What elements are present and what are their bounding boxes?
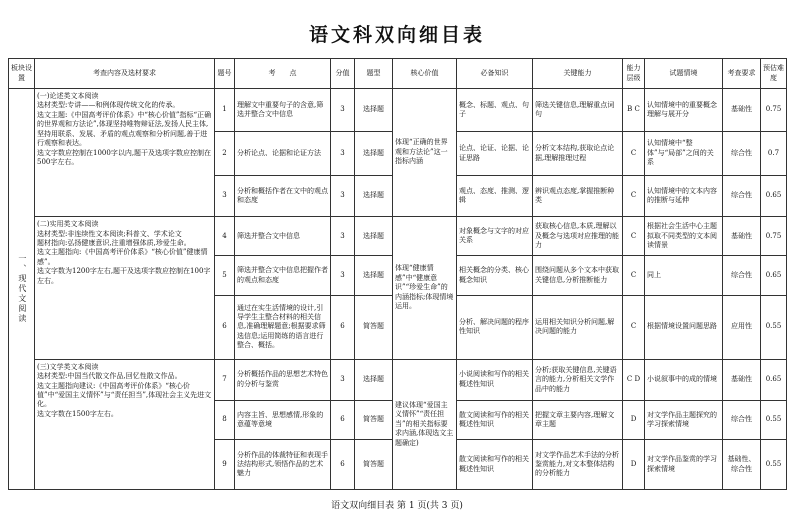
knowledge: 分析、解决问题的程序性知识 — [457, 295, 533, 359]
page-footer: 语文双向细目表 第 1 页(共 3 页) — [331, 501, 463, 511]
question-number: 5 — [215, 256, 235, 295]
level: D — [623, 440, 645, 490]
exam-requirement: 综合性 — [723, 132, 761, 175]
exam-point: 理解文中重要句子的含意,筛选并整合文中信息 — [235, 89, 331, 132]
header-knowledge: 必备知识 — [457, 59, 533, 89]
exam-point: 分析作品的体裁特征和表现手法结构形式,领悟作品的艺术魅力 — [235, 440, 331, 490]
req-line: 选文字数应控制在1000字以内,题干及选项字数应控制在500字左右。 — [37, 148, 212, 167]
situation: 小说叙事中的成的情境 — [645, 359, 723, 400]
ability: 把握文章主要内容,理解文章主题 — [533, 401, 623, 440]
score: 3 — [331, 175, 355, 216]
score: 6 — [331, 440, 355, 490]
req-line: 选文字数为1200字左右,题干及选项字数应控制在100字左右。 — [37, 267, 211, 285]
exam-point: 内容主旨、思想感情,形象的意蕴等意境 — [235, 401, 331, 440]
level: C — [623, 217, 645, 256]
knowledge: 论点、论证、论据、论证思路 — [457, 132, 533, 175]
level: C D — [623, 359, 645, 400]
req-line: 选文主题指向:《中国高考评价体系》“核心价值”健康情感”。 — [37, 248, 208, 266]
header-exam-req: 考查要求 — [723, 59, 761, 89]
page-title: 语文科双向细目表 — [308, 24, 485, 46]
exam-requirement: 综合性 — [723, 401, 761, 440]
header-difficulty: 预估难度 — [761, 59, 787, 89]
req-line: (二)实用类文本阅读 — [37, 220, 99, 229]
situation: 根据情境设置问题思路 — [645, 295, 723, 359]
exam-point: 筛选并整合文中信息 — [235, 217, 331, 256]
knowledge: 对象概念与文字的对应关系 — [457, 217, 533, 256]
difficulty: 0.55 — [761, 401, 787, 440]
level: C — [623, 132, 645, 175]
difficulty: 0.55 — [761, 295, 787, 359]
exam-requirement: 基础性 — [723, 217, 761, 256]
question-number: 6 — [215, 295, 235, 359]
situation: 对文学作品主题探究的学习探索情境 — [645, 401, 723, 440]
question-number: 1 — [215, 89, 235, 132]
req-line: 选材类型:专讲——和例体现传统文化的传承。 — [37, 101, 180, 110]
exam-requirement: 基础性 — [723, 89, 761, 132]
question-type: 简答题 — [355, 401, 393, 440]
question-number: 3 — [215, 175, 235, 216]
knowledge: 散文阅读和写作的相关概述性知识 — [457, 440, 533, 490]
question-type: 选择题 — [355, 132, 393, 175]
score: 3 — [331, 132, 355, 175]
question-type: 选择题 — [355, 217, 393, 256]
ability: 筛选关键信息,理解重点词句 — [533, 89, 623, 132]
req-line: 选文主题:《中国高考评价体系》中“核心价值”指标“正确的世界观和方法论”,体现坚持唯物辩证法,发扬人民主体,坚持用联系、发展、矛盾的观点观察和分析问题,善于进行观察和表达。 — [37, 110, 212, 148]
exam-requirement: 基础性、综合性 — [723, 440, 761, 490]
knowledge: 相关概念的分类、核心概念知识 — [457, 256, 533, 295]
exam-point: 分析论点、论据和论证方法 — [235, 132, 331, 175]
score: 6 — [331, 295, 355, 359]
difficulty: 0.75 — [761, 89, 787, 132]
exam-requirement: 综合性 — [723, 256, 761, 295]
score: 3 — [331, 359, 355, 400]
question-type: 选择题 — [355, 175, 393, 216]
section-label: 一、现代文阅读 — [17, 254, 27, 324]
score: 6 — [331, 401, 355, 440]
table-row — [9, 217, 787, 256]
requirements-cell — [35, 89, 215, 217]
question-type: 选择题 — [355, 359, 393, 400]
header-requirements: 考查内容及选材要求 — [35, 59, 215, 89]
situation: 对文学作品鉴赏的学习探索情境 — [645, 440, 723, 490]
exam-point: 通过在实生活情境的设计,引导学生主整合材料的相关信息,准确理解题意;根据要求筛选信息;运用简练的语言进行整合、概括。 — [235, 295, 331, 359]
header-score: 分值 — [331, 59, 355, 89]
req-line: 选材类型:中国当代散文作品,回忆性散文作品。 — [37, 372, 182, 381]
core-value: 体现“健康情感”中“健康意识”“珍爱生命”的内涵指标;体现情境运用。 — [393, 217, 457, 360]
level: C — [623, 295, 645, 359]
ability: 运用相关知识分析问题,解决问题的能力 — [533, 295, 623, 359]
ability: 获取核心信息,本质,理解以及概念与选项对应推理的能力 — [533, 217, 623, 256]
core-value: 建议体现“爱国主义情怀”“责任担当”的相关指标要求内涵,体现选文主题确定) — [393, 359, 457, 489]
knowledge: 小说阅读和写作的相关概述性知识 — [457, 359, 533, 400]
level: B C — [623, 89, 645, 132]
difficulty: 0.65 — [761, 175, 787, 216]
question-type: 选择题 — [355, 89, 393, 132]
spec-table — [8, 58, 787, 490]
ability: 分析文本结构,获取论点论据,理解推理过程 — [533, 132, 623, 175]
question-number: 2 — [215, 132, 235, 175]
table-row — [9, 359, 787, 400]
question-number: 9 — [215, 440, 235, 490]
req-line: 选文主题指向建议:《中国高考评价体系》“核心价值”中“爱国主义情怀”与“责任担当”,体现社会主义先进文化。 — [37, 381, 212, 409]
score: 3 — [331, 217, 355, 256]
knowledge: 散文阅读和写作的相关概述性知识 — [457, 401, 533, 440]
difficulty: 0.65 — [761, 256, 787, 295]
header-module: 板块设置 — [9, 59, 35, 89]
header-level: 能力层级 — [623, 59, 645, 89]
level: D — [623, 401, 645, 440]
question-number: 7 — [215, 359, 235, 400]
requirements-cell — [35, 359, 215, 489]
difficulty: 0.65 — [761, 359, 787, 400]
req-line: 选材类型:非连续性文本阅读;科普文、学术论文 — [37, 229, 182, 238]
situation: 根据社会生活中心主题拟取不同类型的文本阅读情景 — [645, 217, 723, 256]
header-row — [9, 59, 787, 89]
req-line: (三)文学类文本阅读 — [37, 362, 99, 371]
header-qtype: 题型 — [355, 59, 393, 89]
ability: 辨识观点态度,掌握推断种类 — [533, 175, 623, 216]
header-number: 题号 — [215, 59, 235, 89]
situation: 同上 — [645, 256, 723, 295]
score: 3 — [331, 256, 355, 295]
situation: 认知情境中的重要概念理解与展开分 — [645, 89, 723, 132]
question-type: 选择题 — [355, 256, 393, 295]
difficulty: 0.7 — [761, 132, 787, 175]
situation: 认知情境中的文本内容的推断与延伸 — [645, 175, 723, 216]
situation: 认知情境中“整体”与“局部”之间的关系 — [645, 132, 723, 175]
header-situation: 试题情境 — [645, 59, 723, 89]
header-core: 核心价值 — [393, 59, 457, 89]
req-line: (一)论述类文本阅读 — [37, 92, 99, 100]
exam-requirement: 基础性 — [723, 359, 761, 400]
score: 3 — [331, 89, 355, 132]
difficulty: 0.55 — [761, 440, 787, 490]
req-line: 选文字数在1500字左右。 — [37, 409, 118, 418]
exam-requirement: 应用性 — [723, 295, 761, 359]
section-label-cell — [9, 89, 35, 490]
exam-point: 分析概括作品的思想艺术特色的分析与鉴赏 — [235, 359, 331, 400]
header-points: 考 点 — [235, 59, 331, 89]
question-number: 4 — [215, 217, 235, 256]
question-type: 简答题 — [355, 440, 393, 490]
ability: 围绕问题从多个文本中获取关键信息,分析推断能力 — [533, 256, 623, 295]
level: C — [623, 256, 645, 295]
ability: 对文学作品艺术手法的分析鉴赏能力,对文本整体结构的分析能力 — [533, 440, 623, 490]
exam-point: 筛选并整合文中信息把握作者的观点和态度 — [235, 256, 331, 295]
knowledge: 观点、态度、推测、逻辑 — [457, 175, 533, 216]
knowledge: 概念、标题、观点、句子 — [457, 89, 533, 132]
table-row — [9, 89, 787, 132]
exam-point: 分析和概括作者在文中的观点和态度 — [235, 175, 331, 216]
level: C — [623, 175, 645, 216]
req-line: 题材指向:弘扬健康意识,注重增强体质,珍爱生命。 — [37, 239, 191, 248]
exam-requirement: 综合性 — [723, 175, 761, 216]
header-ability: 关键能力 — [533, 59, 623, 89]
difficulty: 0.75 — [761, 217, 787, 256]
core-value: 体现“正确的世界观和方法论”这一指标内涵 — [393, 89, 457, 217]
requirements-cell — [35, 217, 215, 360]
ability: 分析;获取关键信息,关键语言的能力,分析相关文学作品中的能力 — [533, 359, 623, 400]
question-number: 8 — [215, 401, 235, 440]
question-type: 简答题 — [355, 295, 393, 359]
